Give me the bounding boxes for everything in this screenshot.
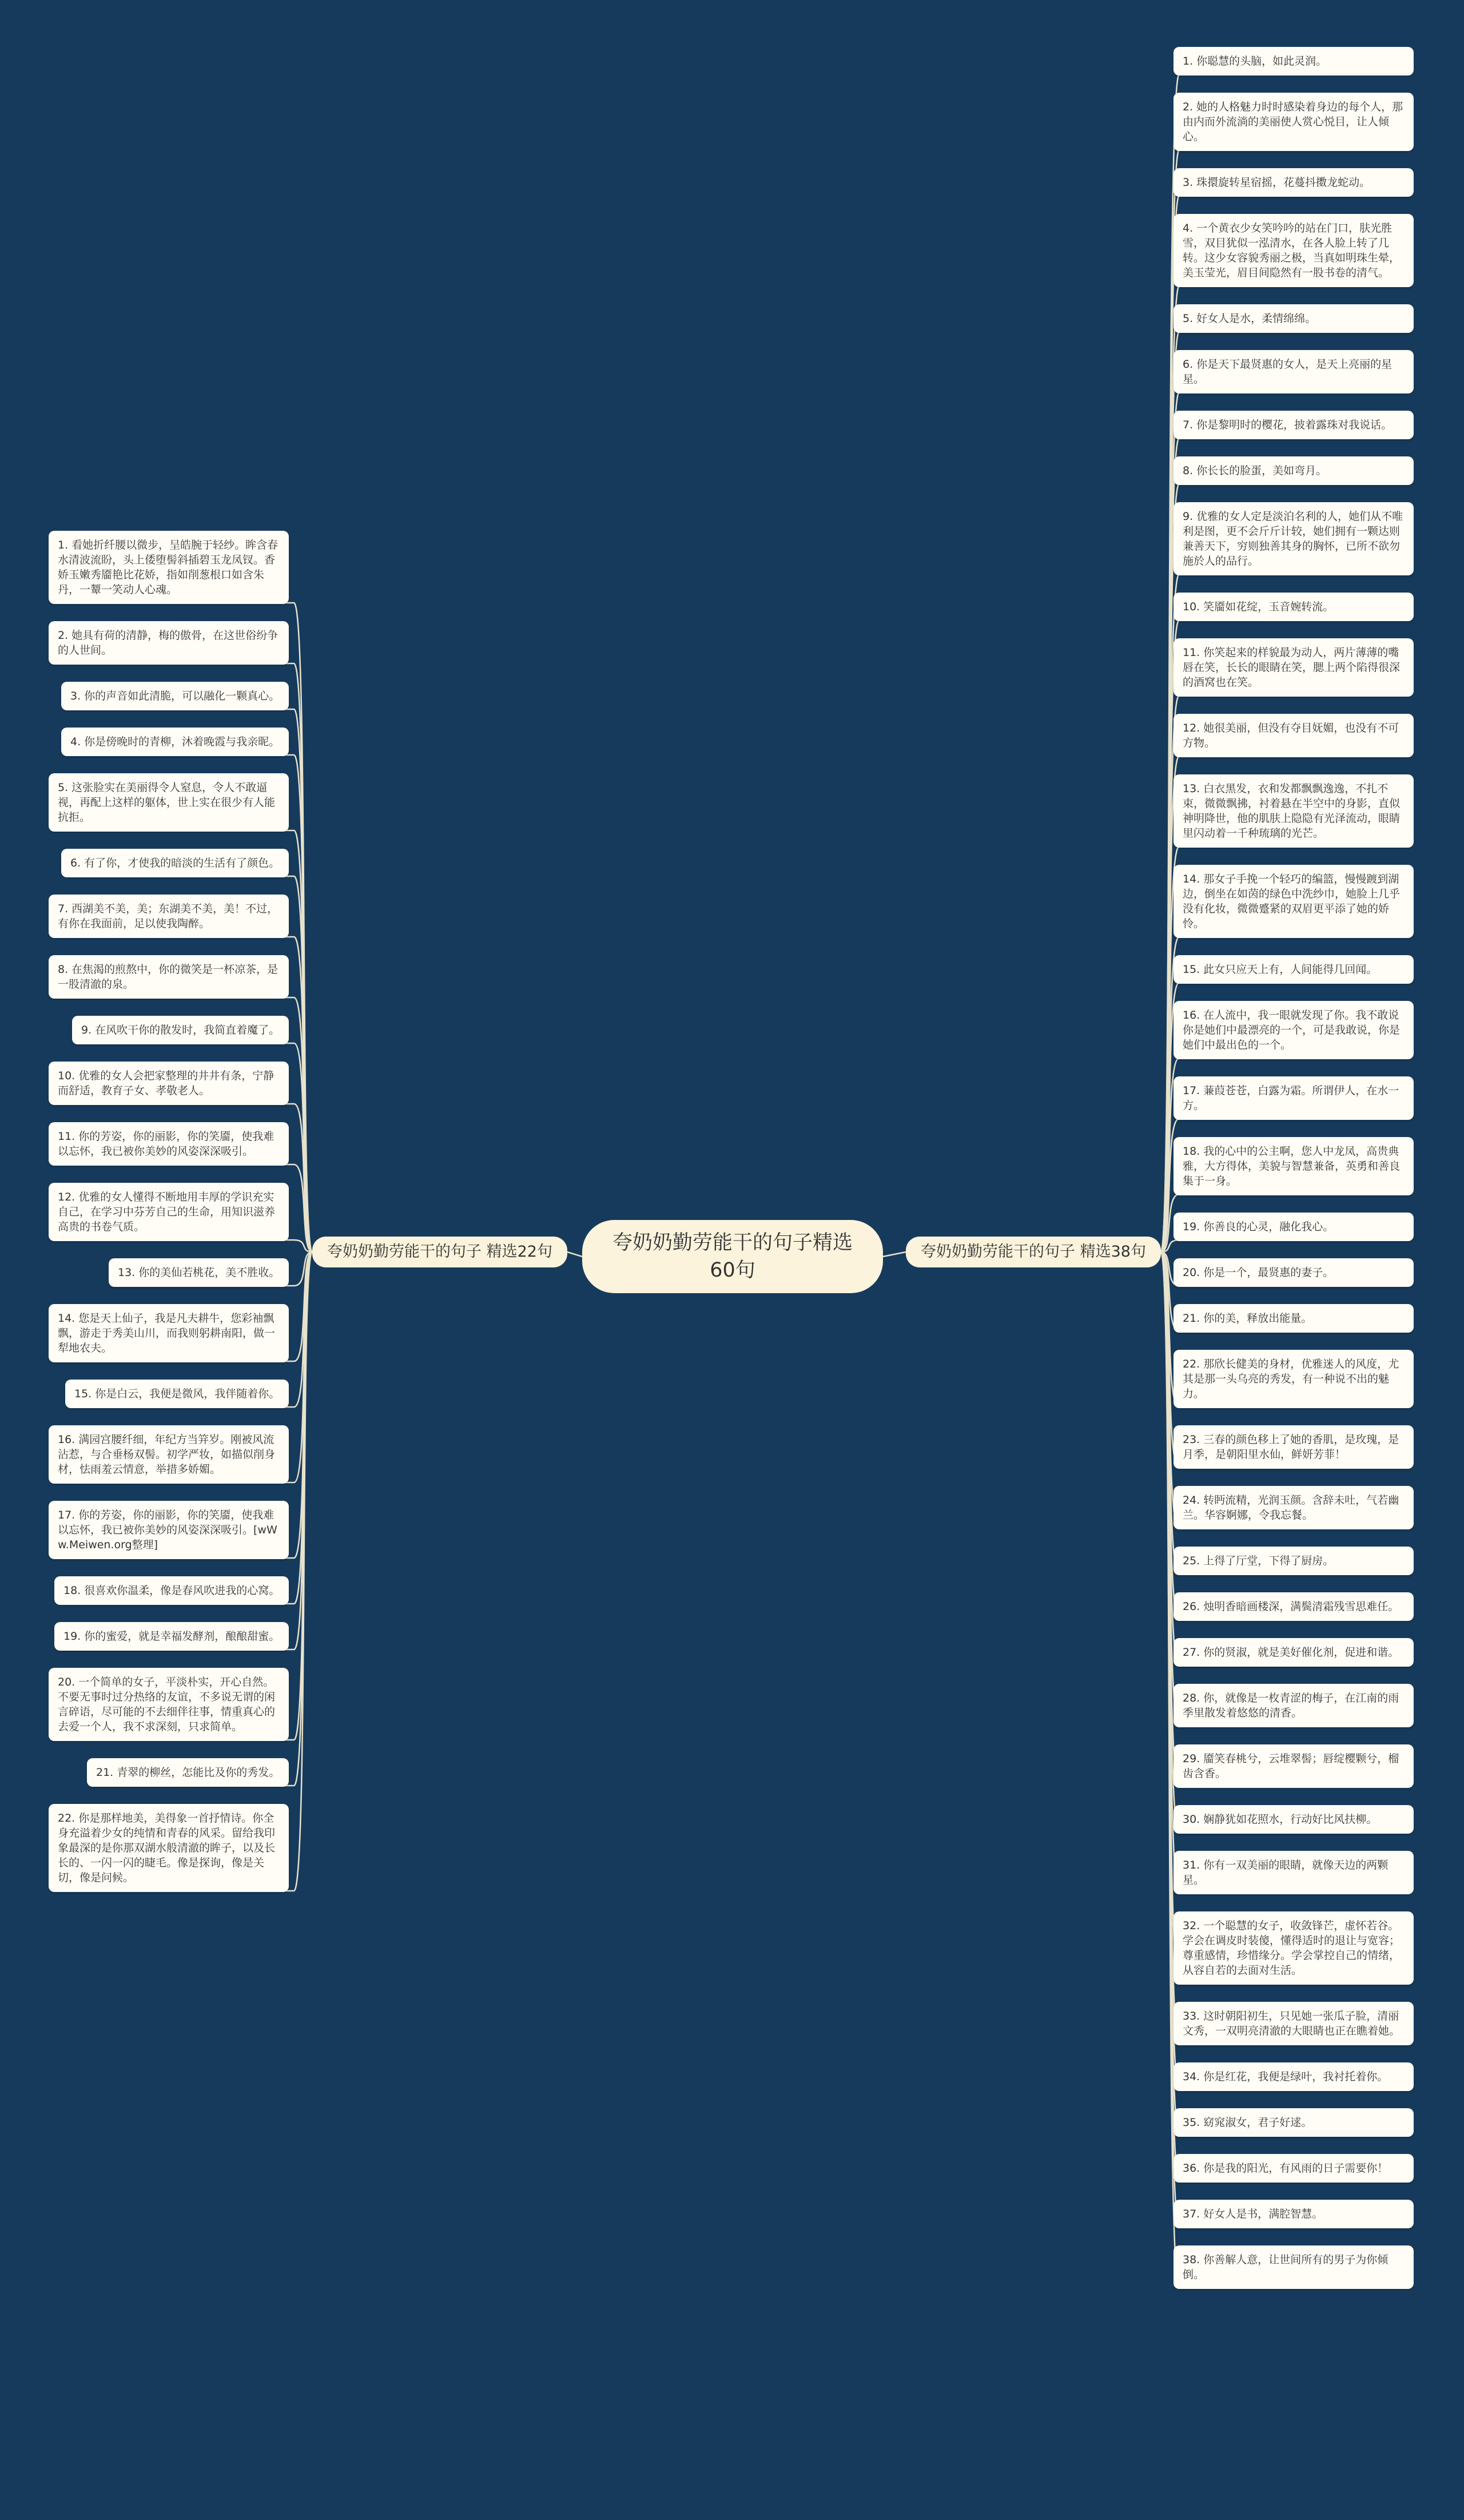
right-leaf-13[interactable]: 13. 白衣黑发，衣和发都飘飘逸逸，不扎不束，微微飘拂，衬着悬在半空中的身影，直似神明降世，他的肌肤上隐隐有光泽流动，眼睛里闪动着一千种琉璃的光芒。 bbox=[1173, 774, 1414, 848]
right-leaf-21[interactable]: 21. 你的美，释放出能量。 bbox=[1173, 1304, 1414, 1333]
right-leaf-19[interactable]: 19. 你善良的心灵，融化我心。 bbox=[1173, 1213, 1414, 1241]
right-leaf-10[interactable]: 10. 笑靥如花绽，玉音婉转流。 bbox=[1173, 593, 1414, 621]
left-leaf-22[interactable]: 22. 你是那样地美，美得象一首抒情诗。你全身充溢着少女的纯情和青春的风采。留给我印象最深的是你那双湖水般清澈的眸子，以及长长的、一闪一闪的睫毛。像是探询，像是关切，像是问候。 bbox=[49, 1804, 289, 1892]
right-leaf-34[interactable]: 34. 你是红花，我便是绿叶，我衬托着你。 bbox=[1173, 2062, 1414, 2091]
branch-right[interactable]: 夸奶奶勤劳能干的句子 精选38句 bbox=[906, 1237, 1161, 1267]
right-leaf-8[interactable]: 8. 你长长的脸蛋，美如弯月。 bbox=[1173, 456, 1414, 485]
right-leaf-30[interactable]: 30. 娴静犹如花照水，行动好比风扶柳。 bbox=[1173, 1805, 1414, 1834]
left-leaf-8[interactable]: 8. 在焦渴的煎熬中，你的微笑是一杯凉茶，是一股清澈的泉。 bbox=[49, 955, 289, 999]
right-leaf-31[interactable]: 31. 你有一双美丽的眼睛，就像天边的两颗星。 bbox=[1173, 1851, 1414, 1894]
left-leaf-17[interactable]: 17. 你的芳姿，你的丽影，你的笑靥，使我难以忘怀，我已被你美妙的风姿深深吸引。[wWw.Meiwen.org整理] bbox=[49, 1501, 289, 1559]
right-leaf-38[interactable]: 38. 你善解人意，让世间所有的男子为你倾倒。 bbox=[1173, 2245, 1414, 2289]
right-leaf-25[interactable]: 25. 上得了厅堂，下得了厨房。 bbox=[1173, 1547, 1414, 1575]
right-leaf-11[interactable]: 11. 你笑起来的样貌最为动人，两片薄薄的嘴唇在笑，长长的眼睛在笑，腮上两个陷得很深的酒窝也在笑。 bbox=[1173, 638, 1414, 697]
left-leaf-1[interactable]: 1. 看她折纤腰以微步，呈皓腕于轻纱。眸含春水清波流盼，头上倭堕髻斜插碧玉龙凤钗。香娇玉嫩秀靥艳比花娇，指如削葱根口如含朱丹，一颦一笑动人心魂。 bbox=[49, 531, 289, 604]
left-leaf-11[interactable]: 11. 你的芳姿，你的丽影，你的笑靥，使我难以忘怀，我已被你美妙的风姿深深吸引。 bbox=[49, 1122, 289, 1166]
left-leaf-21[interactable]: 21. 青翠的柳丝，怎能比及你的秀发。 bbox=[87, 1758, 289, 1787]
right-leaf-20[interactable]: 20. 你是一个，最贤惠的妻子。 bbox=[1173, 1258, 1414, 1287]
right-leaf-7[interactable]: 7. 你是黎明时的樱花，披着露珠对我说话。 bbox=[1173, 411, 1414, 439]
right-leaf-17[interactable]: 17. 蒹葭苍苍，白露为霜。所谓伊人，在水一方。 bbox=[1173, 1076, 1414, 1120]
left-leaf-4[interactable]: 4. 你是傍晚时的青柳，沐着晚霞与我亲昵。 bbox=[61, 728, 289, 756]
right-leaf-9[interactable]: 9. 优雅的女人定是淡泊名利的人，她们从不唯利是图，更不会斤斤计较，她们拥有一颗达则兼善天下，穷则独善其身的胸怀，已所不欲勿施於人的品行。 bbox=[1173, 502, 1414, 575]
left-leaf-9[interactable]: 9. 在风吹干你的散发时，我简直着魔了。 bbox=[72, 1016, 289, 1044]
root-topic[interactable]: 夸奶奶勤劳能干的句子精选60句 bbox=[582, 1220, 883, 1293]
right-leaf-22[interactable]: 22. 那欣长健美的身材，优雅迷人的风度，尤其是那一头乌亮的秀发，有一种说不出的魅力。 bbox=[1173, 1350, 1414, 1408]
branch-left[interactable]: 夸奶奶勤劳能干的句子 精选22句 bbox=[312, 1237, 567, 1267]
left-leaf-14[interactable]: 14. 您是天上仙子，我是凡夫耕牛，您彩袖飘飘，游走于秀美山川，而我则躬耕南阳，做一犁地农夫。 bbox=[49, 1304, 289, 1362]
right-leaf-32[interactable]: 32. 一个聪慧的女子，收敛锋芒，虚怀若谷。学会在调皮时装傻，懂得适时的退让与宽容；尊重感情，珍惜缘分。学会掌控自己的情绪，从容自若的去面对生活。 bbox=[1173, 1911, 1414, 1985]
left-leaf-16[interactable]: 16. 满园宫腰纤细，年纪方当笄岁。刚被风流沾惹，与合垂杨双髻。初学严妆，如描似削身材，怯雨羞云情意，举措多娇媚。 bbox=[49, 1425, 289, 1484]
left-leaf-18[interactable]: 18. 很喜欢你温柔，像是春风吹进我的心窝。 bbox=[54, 1576, 289, 1605]
left-leaf-5[interactable]: 5. 这张脸实在美丽得令人窒息，令人不敢逼视，再配上这样的躯体，世上实在很少有人能抗拒。 bbox=[49, 773, 289, 832]
left-leaf-19[interactable]: 19. 你的蜜爱，就是幸福发酵剂，酿酿甜蜜。 bbox=[54, 1622, 289, 1651]
right-leaf-2[interactable]: 2. 她的人格魅力时时感染着身边的每个人，那由内而外流淌的美丽使人赏心悦目，让人倾心。 bbox=[1173, 93, 1414, 151]
right-leaf-23[interactable]: 23. 三春的颜色移上了她的香肌，是玫瑰，是月季，是朝阳里水仙，鲜妍芳菲！ bbox=[1173, 1425, 1414, 1469]
right-leaf-28[interactable]: 28. 你，就像是一枚青涩的梅子，在江南的雨季里散发着悠悠的清香。 bbox=[1173, 1684, 1414, 1727]
right-leaf-26[interactable]: 26. 烛明香暗画楼深，满鬓清霜残雪思难任。 bbox=[1173, 1592, 1414, 1621]
left-leaf-15[interactable]: 15. 你是白云，我便是微风，我伴随着你。 bbox=[65, 1380, 289, 1408]
right-leaf-18[interactable]: 18. 我的心中的公主啊，您人中龙凤，高贵典雅，大方得体，美貌与智慧兼备，英勇和善良集于一身。 bbox=[1173, 1137, 1414, 1195]
right-leaf-33[interactable]: 33. 这时朝阳初生，只见她一张瓜子脸，清丽文秀，一双明亮清澈的大眼睛也正在瞧着她。 bbox=[1173, 2002, 1414, 2045]
left-leaf-12[interactable]: 12. 优雅的女人懂得不断地用丰厚的学识充实自己，在学习中芬芳自己的生命，用知识滋养高贵的书卷气质。 bbox=[49, 1183, 289, 1241]
left-leaf-10[interactable]: 10. 优雅的女人会把家整理的井井有条，宁静而舒适，教育子女、孝敬老人。 bbox=[49, 1062, 289, 1105]
left-leaf-7[interactable]: 7. 西湖美不美，美；东湖美不美，美！不过，有你在我面前，足以使我陶醉。 bbox=[49, 895, 289, 938]
left-leaf-20[interactable]: 20. 一个简单的女子，平淡朴实，开心自然。不要无事时过分热络的友谊，不多说无谓的闲言碎语，尽可能的不去细伴往事，情重真心的去爱一个人，我不求深刻，只求简单。 bbox=[49, 1668, 289, 1741]
left-leaf-2[interactable]: 2. 她具有荷的清静，梅的傲骨，在这世俗纷争的人世间。 bbox=[49, 621, 289, 665]
right-leaf-3[interactable]: 3. 珠擐旋转星宿摇，花蔓抖擞龙蛇动。 bbox=[1173, 168, 1414, 197]
right-leaf-24[interactable]: 24. 转眄流精，光润玉颜。含辞未吐，气若幽兰。华容婀娜，令我忘餐。 bbox=[1173, 1486, 1414, 1529]
left-leaf-3[interactable]: 3. 你的声音如此清脆，可以融化一颗真心。 bbox=[61, 682, 289, 710]
right-leaf-4[interactable]: 4. 一个黄衣少女笑吟吟的站在门口，肤光胜雪，双目犹似一泓清水，在各人脸上转了几转。这少女容貌秀丽之极，当真如明珠生晕，美玉莹光，眉目间隐然有一股书卷的清气。 bbox=[1173, 214, 1414, 287]
right-leaf-35[interactable]: 35. 窈窕淑女，君子好逑。 bbox=[1173, 2108, 1414, 2137]
right-leaf-12[interactable]: 12. 她很美丽，但没有夺目妩媚，也没有不可方物。 bbox=[1173, 714, 1414, 757]
right-leaf-29[interactable]: 29. 靥笑春桃兮，云堆翠髻；唇绽樱颗兮，榴齿含香。 bbox=[1173, 1744, 1414, 1788]
right-leaf-36[interactable]: 36. 你是我的阳光，有风雨的日子需要你！ bbox=[1173, 2154, 1414, 2183]
right-leaf-15[interactable]: 15. 此女只应天上有，人间能得几回闻。 bbox=[1173, 955, 1414, 984]
right-leaf-6[interactable]: 6. 你是天下最贤惠的女人，是天上亮丽的星星。 bbox=[1173, 350, 1414, 393]
right-leaf-14[interactable]: 14. 那女子手挽一个轻巧的编篮，慢慢踱到湖边，倒坐在如茵的绿色中洗纱巾，她脸上几乎没有化妆，微微蹙紧的双眉更平添了她的娇怜。 bbox=[1173, 865, 1414, 938]
left-leaf-13[interactable]: 13. 你的美仙若桃花，美不胜收。 bbox=[109, 1258, 289, 1287]
right-leaf-16[interactable]: 16. 在人流中，我一眼就发现了你。我不敢说你是她们中最漂亮的一个，可是我敢说，你是她们中最出色的一个。 bbox=[1173, 1001, 1414, 1059]
left-leaf-6[interactable]: 6. 有了你，才使我的暗淡的生活有了颜色。 bbox=[61, 849, 289, 877]
right-leaf-37[interactable]: 37. 好女人是书，满腔智慧。 bbox=[1173, 2200, 1414, 2228]
right-leaf-5[interactable]: 5. 好女人是水，柔情绵绵。 bbox=[1173, 304, 1414, 333]
right-leaf-27[interactable]: 27. 你的贤淑，就是美好催化剂，促进和谐。 bbox=[1173, 1638, 1414, 1667]
right-leaf-1[interactable]: 1. 你聪慧的头脑，如此灵润。 bbox=[1173, 47, 1414, 75]
